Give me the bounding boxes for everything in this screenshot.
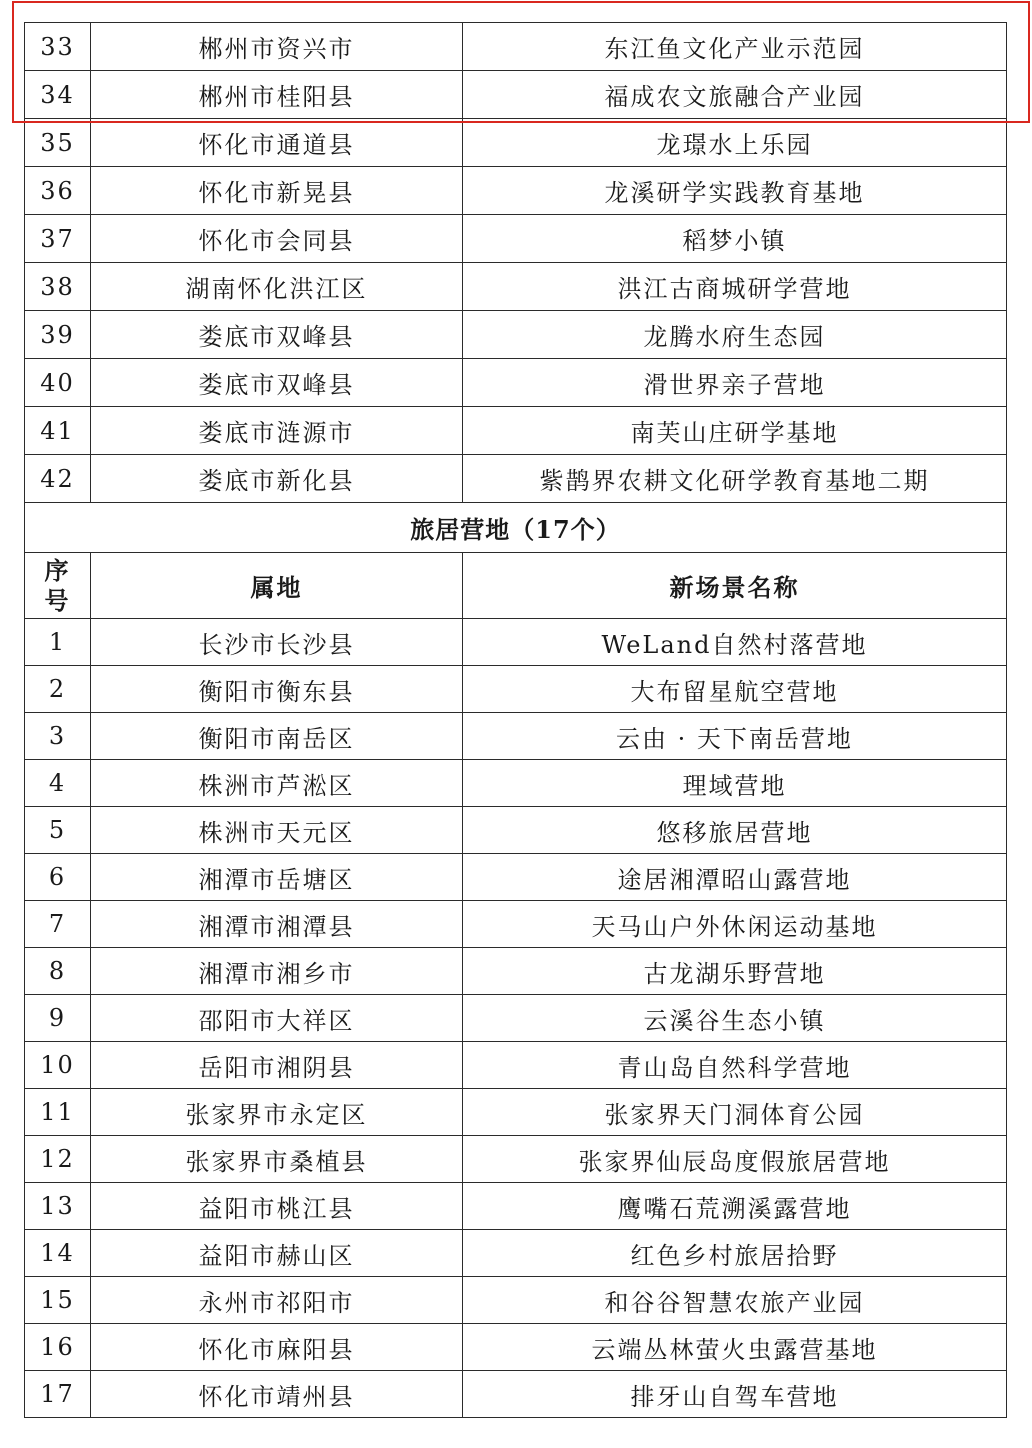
row-number: 7 [25, 901, 91, 948]
column-header-number-line2: 号 [44, 585, 71, 615]
table-row [25, 1230, 1007, 1277]
table-row [25, 215, 1007, 263]
row-scene-name: 云由 · 天下南岳营地 [463, 713, 1007, 760]
row-number: 11 [25, 1089, 91, 1136]
section-title-row [25, 503, 1007, 553]
row-number: 10 [25, 1042, 91, 1089]
row-scene-name: 青山岛自然科学营地 [463, 1042, 1007, 1089]
table-row [25, 455, 1007, 503]
table-row [25, 1324, 1007, 1371]
row-number: 13 [25, 1183, 91, 1230]
row-number: 6 [25, 854, 91, 901]
table-row [25, 666, 1007, 713]
row-location: 怀化市麻阳县 [91, 1324, 463, 1371]
row-scene-name: 古龙湖乐野营地 [463, 948, 1007, 995]
row-number: 16 [25, 1324, 91, 1371]
row-scene-name: 张家界天门洞体育公园 [463, 1089, 1007, 1136]
row-number: 9 [25, 995, 91, 1042]
row-number: 39 [25, 311, 91, 359]
table-row [25, 713, 1007, 760]
table-row [25, 311, 1007, 359]
row-location: 娄底市双峰县 [91, 359, 463, 407]
row-location: 娄底市新化县 [91, 455, 463, 503]
row-location: 株洲市芦淞区 [91, 760, 463, 807]
row-number: 4 [25, 760, 91, 807]
table-row [25, 359, 1007, 407]
row-scene-name: 滑世界亲子营地 [463, 359, 1007, 407]
row-number: 1 [25, 619, 91, 666]
table-row [25, 901, 1007, 948]
row-location: 娄底市双峰县 [91, 311, 463, 359]
row-number: 14 [25, 1230, 91, 1277]
row-scene-name: 洪江古商城研学营地 [463, 263, 1007, 311]
row-location: 娄底市涟源市 [91, 407, 463, 455]
table-row [25, 263, 1007, 311]
table-row [25, 948, 1007, 995]
row-scene-name: 鹰嘴石荒溯溪露营地 [463, 1183, 1007, 1230]
row-scene-name: 龙璟水上乐园 [463, 119, 1007, 167]
row-number: 37 [25, 215, 91, 263]
column-header-scene-name: 新场景名称 [463, 553, 1007, 619]
row-scene-name: 天马山户外休闲运动基地 [463, 901, 1007, 948]
row-number: 34 [25, 71, 91, 119]
column-header-row [25, 553, 1007, 619]
section-title: 旅居营地（17个） [25, 503, 1007, 553]
table-row [25, 1277, 1007, 1324]
row-number: 42 [25, 455, 91, 503]
table-row [25, 1371, 1007, 1418]
column-header-number [25, 553, 91, 619]
row-location: 永州市祁阳市 [91, 1277, 463, 1324]
row-scene-name: 理域营地 [463, 760, 1007, 807]
row-location: 湘潭市岳塘区 [91, 854, 463, 901]
column-header-number-line1: 序 [44, 555, 71, 585]
row-location: 益阳市赫山区 [91, 1230, 463, 1277]
row-number: 12 [25, 1136, 91, 1183]
row-location: 郴州市资兴市 [91, 23, 463, 71]
table-row [25, 1042, 1007, 1089]
row-scene-name: 大布留星航空营地 [463, 666, 1007, 713]
table-row [25, 119, 1007, 167]
row-location: 湘潭市湘潭县 [91, 901, 463, 948]
row-scene-name: 稻梦小镇 [463, 215, 1007, 263]
table-row [25, 407, 1007, 455]
row-location: 张家界市永定区 [91, 1089, 463, 1136]
row-location: 衡阳市南岳区 [91, 713, 463, 760]
row-number: 5 [25, 807, 91, 854]
row-scene-name: WeLand自然村落营地 [463, 619, 1007, 666]
row-scene-name: 福成农文旅融合产业园 [463, 71, 1007, 119]
row-location: 怀化市新晃县 [91, 167, 463, 215]
row-scene-name: 紫鹊界农耕文化研学教育基地二期 [463, 455, 1007, 503]
table-row [25, 619, 1007, 666]
row-scene-name: 云端丛林萤火虫露营基地 [463, 1324, 1007, 1371]
row-scene-name: 排牙山自驾车营地 [463, 1371, 1007, 1418]
row-number: 3 [25, 713, 91, 760]
row-location: 衡阳市衡东县 [91, 666, 463, 713]
row-number: 17 [25, 1371, 91, 1418]
row-location: 怀化市会同县 [91, 215, 463, 263]
table-row [25, 23, 1007, 71]
column-header-location: 属地 [91, 553, 463, 619]
row-number: 40 [25, 359, 91, 407]
row-location: 邵阳市大祥区 [91, 995, 463, 1042]
table-row [25, 167, 1007, 215]
row-location: 岳阳市湘阴县 [91, 1042, 463, 1089]
table-row [25, 1183, 1007, 1230]
row-location: 益阳市桃江县 [91, 1183, 463, 1230]
row-location: 湘潭市湘乡市 [91, 948, 463, 995]
row-number: 33 [25, 23, 91, 71]
row-number: 41 [25, 407, 91, 455]
table-row [25, 854, 1007, 901]
table-row [25, 995, 1007, 1042]
row-scene-name: 龙溪研学实践教育基地 [463, 167, 1007, 215]
camp-section [25, 503, 1007, 1418]
row-scene-name: 东江鱼文化产业示范园 [463, 23, 1007, 71]
table-row [25, 760, 1007, 807]
row-number: 38 [25, 263, 91, 311]
top-rows [25, 23, 1007, 503]
row-scene-name: 红色乡村旅居拾野 [463, 1230, 1007, 1277]
row-scene-name: 南芙山庄研学基地 [463, 407, 1007, 455]
table-row [25, 807, 1007, 854]
table-row [25, 71, 1007, 119]
row-number: 2 [25, 666, 91, 713]
row-location: 郴州市桂阳县 [91, 71, 463, 119]
row-location: 张家界市桑植县 [91, 1136, 463, 1183]
row-scene-name: 云溪谷生态小镇 [463, 995, 1007, 1042]
row-number: 35 [25, 119, 91, 167]
row-scene-name: 和谷谷智慧农旅产业园 [463, 1277, 1007, 1324]
row-location: 怀化市靖州县 [91, 1371, 463, 1418]
row-scene-name: 途居湘潭昭山露营地 [463, 854, 1007, 901]
scene-list-table [24, 22, 1007, 1418]
row-location: 长沙市长沙县 [91, 619, 463, 666]
row-scene-name: 悠移旅居营地 [463, 807, 1007, 854]
row-number: 36 [25, 167, 91, 215]
table-row [25, 1089, 1007, 1136]
row-location: 湖南怀化洪江区 [91, 263, 463, 311]
row-number: 15 [25, 1277, 91, 1324]
row-location: 株洲市天元区 [91, 807, 463, 854]
row-location: 怀化市通道县 [91, 119, 463, 167]
row-scene-name: 张家界仙辰岛度假旅居营地 [463, 1136, 1007, 1183]
row-number: 8 [25, 948, 91, 995]
row-scene-name: 龙腾水府生态园 [463, 311, 1007, 359]
table-row [25, 1136, 1007, 1183]
